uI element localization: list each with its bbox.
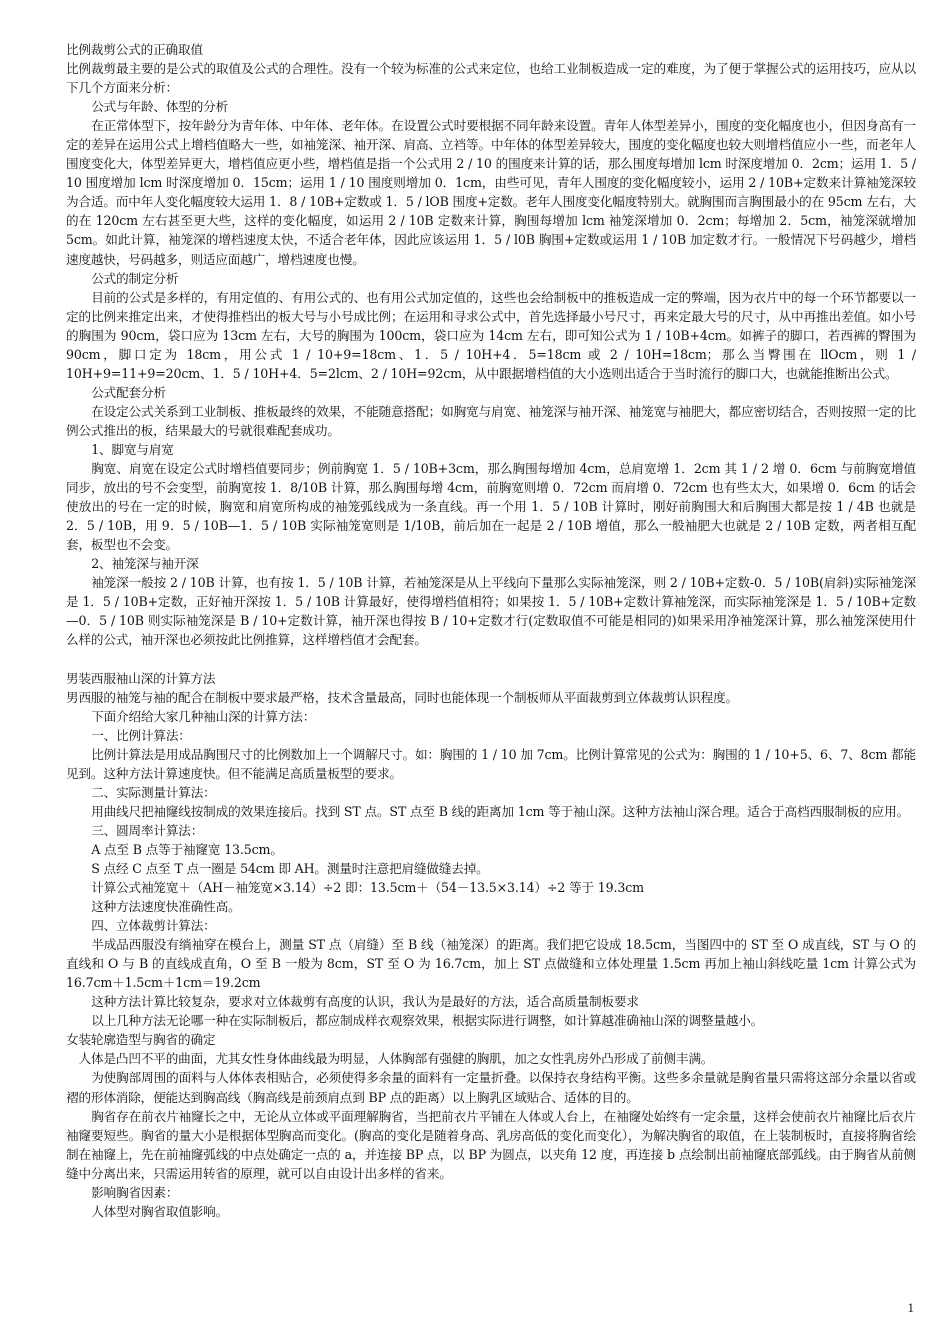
subheading: 二、实际测量计算法：: [91, 784, 216, 800]
paragraph: 计算公式袖笼宽＋（AH－袖笼宽×3.14）÷2 即：13.5cm＋（54－13.5×3.14）÷2 等于 19.3cm: [91, 880, 644, 896]
paragraph: 用曲线尺把袖窿线按制成的效果连接后。找到 ST 点。ST 点至 B 线的距离加 1cm 等于袖山深。这种方法袖山深合理。适合于高档西服制板的应用。: [91, 803, 910, 819]
paragraph: 比例裁剪最主要的是公式的取值及公式的合理性。没有一个较为标准的公式来定位，也给工业制板造成一定的难度，为了便于掌握公式的运用技巧，应从以下几个方面来分析：: [66, 61, 916, 96]
paragraph: A 点至 B 点等于袖窿宽 13.5cm。: [91, 841, 283, 857]
paragraph: 下面介绍给大家几种袖山深的计算方法：: [91, 708, 316, 724]
subheading: 三、圆周率计算法：: [91, 822, 204, 838]
paragraph: 目前的公式是多样的，有用定值的、有用公式的、也有用公式加定值的，这些也会给制板中的推板造成一定的弊端，因为衣片中的每一个环节都要以一定的比例来推定出来，才使得推档出的板大号与小号成比例；在运用和寻求公式中，首先选择最小号尺寸，再来定最大号的尺寸，从中再推出差值。如小号的胸围为 90cm，袋口应为 13cm 左右，大号的胸围为 100cm，袋口应为 14cm 左右，即可知公式为 1 / 10B+4cm。如裤子的脚口，若西裤的臀围为 90cm，脚口定为 18cm，用公式 1 / 10+9=18cm、1．5 / 10H+4．5=18cm 或 2 / 10H=18cm；那么当臀围在 llOcm，则 1 / 10H+9=11+9=20cm、1．5 / 10H+4．5=2lcm、2 / 10H=92cm，从中跟据增档值的大小选则出适合于当时流行的脚口大，也就能推断出公式。: [66, 289, 916, 381]
subheading: 公式配套分析: [91, 384, 166, 400]
subheading: 公式的制定分析: [91, 270, 179, 286]
paragraph: 袖笼深一般按 2 / 10B 计算，也有按 1．5 / 10B 计算，若袖笼深是从上平线向下量那么实际袖笼深，则 2 / 10B+定数-0．5 / 10B(肩斜)实际袖笼深是 1．5 / 10B+定数，正好袖开深按 1．5 / 10B 计算最好，使得增档值相符；如果按 1．5 / 10B+定数计算袖笼深，而实际袖笼深是 1．5 / 10B+定数—0．5 / 10B 则实际袖笼深是 B / 10+定数计算，袖开深也得按 B / 10+定数才行(定数取值不可能是相同的)如果采用净袖笼深计算，那么袖笼深使用什么样的公式，袖开深也必须按此比例推算，这样增档值才会配套。: [66, 575, 916, 648]
paragraph: 在设定公式关系到工业制板、推板最终的效果，不能随意搭配；如胸宽与肩宽、袖笼深与袖开深、袖笼宽与袖肥大，都应密切结合，否则按照一定的比例公式推出的板，结果最大的号就很难配套成功。: [66, 403, 916, 438]
paragraph: 男西服的袖笼与袖的配合在制板中要求最严格，技术含量最高，同时也能体现一个制板师从平面裁剪到立体裁剪认识程度。: [66, 689, 738, 705]
paragraph: 这种方法计算比较复杂，要求对立体裁剪有高度的认识，我认为是最好的方法，适合高质量制板要求: [91, 994, 639, 1010]
section-title-sleeve: 男装西服袖山深的计算方法: [66, 670, 216, 686]
paragraph: 胸宽、肩宽在设定公式时增档值要同步；例前胸宽 1．5 / 10B+3cm，那么胸围每增加 4cm，总肩宽增 1．2cm 其 1 / 2 增 0．6cm 与前胸宽增值同步，放出的号不会变型，前胸宽按 1．8/10B 计算，那么胸围每增 4cm，前胸宽则增 0．72cm 而肩增 0．72cm 也有些太大，如果增 0．6cm 的话会使放出的号在一定的时候，胸宽和肩宽所构成的袖笼弧线成为一条直线。再一个用 1．5 / 10B 计算时，刚好前胸围大和后胸围大都是按 1 / 4B 也就是 2．5 / 10B，用 9．5 / 10B—1．5 / 10B 实际袖笼宽则是 1/10B，前后加在一起是 2 / 10B 增值，那么一般袖肥大也就是 2 / 10B 定数，两者相互配套，板型也不会变。: [66, 461, 916, 553]
section-title-formula: 比例裁剪公式的正确取值: [66, 42, 203, 57]
blank-line: [66, 650, 916, 669]
paragraph: 人体是凸凹不平的曲面，尤其女性身体曲线最为明显，人体胸部有强健的胸肌，加之女性乳房外凸形成了前侧丰满。: [78, 1051, 714, 1067]
subheading: 四、立体裁剪计算法：: [91, 918, 216, 934]
subheading: 一、比例计算法：: [91, 727, 191, 743]
paragraph: 影响胸省因素：: [91, 1184, 179, 1200]
subheading: 1、脚宽与肩宽: [91, 441, 174, 457]
paragraph: 比例计算法是用成品胸围尺寸的比例数加上一个调解尺寸。如：胸围的 1 / 10 加 7cm。比例计算常见的公式为：胸围的 1 / 10+5、6、7、8cm 都能见到。这种方法计算速度快。但不能满足高质量板型的要求。: [66, 746, 916, 781]
paragraph: 胸省存在前衣片袖窿长之中，无论从立体或平面理解胸省，当把前衣片平铺在人体或人台上，在袖窿处始终有一定余量，这样会使前衣片袖窿比后衣片袖窿要短些。胸省的量大小是根据体型胸高而变化。(胸高的变化是随着身高、乳房高低的变化而变化），为解决胸省的取值，在上装制板时，直接将胸省绘制在袖窿上，先在前袖窿弧线的中点处确定一点的 a，并连接 BP 点，以 BP 为圆点，以夹角 12 度，再连接 b 点绘制出前袖窿底部弧线。由于胸省从前侧缝中分离出来，只需运用转省的原理，就可以自由设计出多样的省来。: [66, 1108, 916, 1181]
paragraph: 在正常体型下，按年龄分为青年体、中年体、老年体。在设置公式时要根据不同年龄来设置。青年人体型差异小，围度的变化幅度也小，但因身高有一定的差异在运用公式上增档值略大一些，如袖笼深、袖开深、肩高、立裆等。中年体的体型差异较大，围度的变化幅度也较大则增档值应小一些，而老年人围度变化大，体型差异更大，增档值应更小些，增档值是指一个公式用 2 / 10 的围度来计算的话，那么围度每增加 lcm 时深度增加 0．2cm；运用 1．5 / 10 围度增加 lcm 时深度增加 0．15cm；运用 1 / 10 围度则增加 0．1cm，由些可见，青年人围度的变化幅度较小，运用 2 / 10B+定数来计算袖笼深较为合适。而中年人变化幅度较大运用 1．8 / 10B+定数或 1．5 / lOB 围度+定数。老年人围度变化幅度特别大。就胸围而言胸围最小的在 95cm 左右，大的在 120cm 左右甚至更大些，这样的变化幅度，如运用 2 / 10B 定数来计算，胸围每增加 lcm 袖笼深增加 0．2cm；每增加 2．5cm，袖笼深就增加 5cm。如此计算，袖笼深的增档速度太快，不适合老年体，因此应该运用 1．5 / l0B 胸围+定数或运用 1 / 10B 加定数才行。一般情况下号码越少，增档速度越快，号码越多，则适应面越广，增档速度也慢。: [66, 118, 916, 267]
paragraph: 人体型对胸省取值影响。: [91, 1203, 229, 1219]
subheading: 2、袖笼深与袖开深: [91, 556, 199, 572]
document-body: [66, 40, 916, 1221]
paragraph: 为使胸部周围的面料与人体体表相贴合，必须使得多余量的面料有一定量折叠。以保持衣身结构平衡。这些多余量就是胸省量只需将这部分余量以省或褶的形体消除，便能达到胸高线（胸高线是前颈肩点到 BP 点的距离）以上胸乳区域贴合、适体的目的。: [66, 1070, 916, 1105]
subheading: 公式与年龄、体型的分析: [91, 99, 229, 115]
section-title-bust-dart: 女装轮廓造型与胸省的确定: [66, 1032, 216, 1048]
paragraph: 这种方法速度快准确性高。: [91, 899, 241, 915]
paragraph: 以上几种方法无论哪一种在实际制板后，都应制成样衣观察效果，根据实际进行调整，如计算越准确袖山深的调整量越小。: [91, 1013, 764, 1029]
paragraph: S 点经 C 点至 T 点一圈是 54cm 即 AH。测量时注意把肩缝做缝去掉。: [91, 860, 489, 876]
paragraph: 半成品西服没有绱袖穿在模台上，测量 ST 点（肩缝）至 B 线（袖笼深）的距离。我们把它设成 18.5cm，当图四中的 ST 至 O 成直线，ST 与 O 的直线和 O 与 B 的直线成直角，O 至 B 一般为 8cm，ST 至 O 为 16.7cm，加上 ST 点做缝和立体处理量 1.5cm 再加上袖山斜线吃量 1cm 计算公式为 16.7cm＋1.5cm＋1cm＝19.2cm: [66, 937, 916, 991]
page-number: 1: [907, 1300, 914, 1315]
